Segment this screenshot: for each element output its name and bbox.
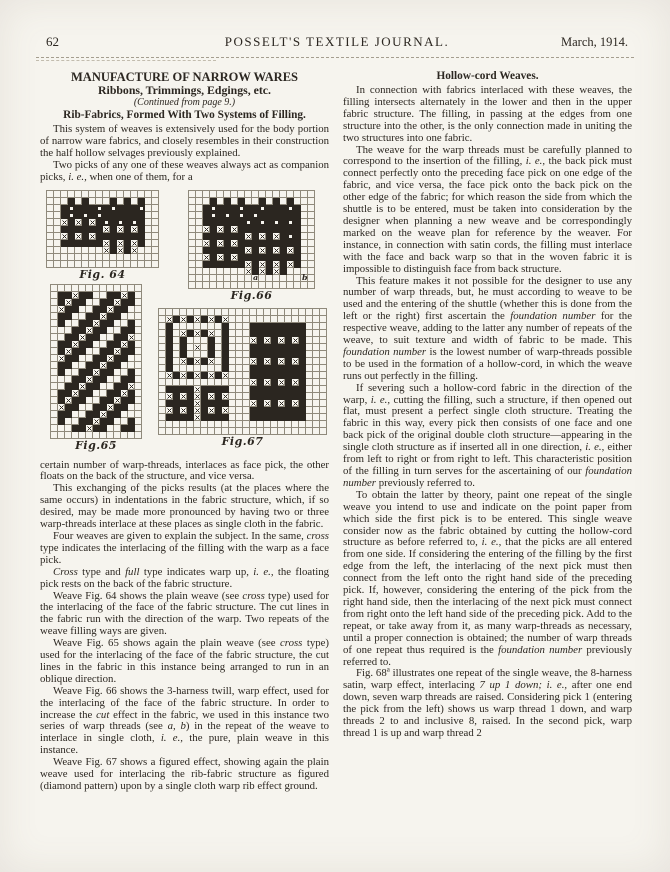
paragraph: Four weaves are given to explain the subject. In the same, cross type indicates the interlacing of the filling with the warp as a face pick. <box>40 529 329 566</box>
figure-64 <box>46 190 159 281</box>
left-column <box>40 70 329 793</box>
paragraph: Cross type and full type indicates warp up, i. e., the floating pick rests on the back of the fabric structure. <box>40 565 330 590</box>
figure-65 <box>50 284 142 452</box>
weave-diagram-fig67 <box>158 308 327 435</box>
paragraph: Fig. 68$^a$ illustrates one repeat of the single weave, the 8-harness satin, warp effect, interlacing 7 up 1 down; i. e., after one end down, seven warp threads are raised. Considering pick 1 (entering the pick from the left) shows us warp thread 1 down, and warp threads 2 to and inclusive 8, raised. In the second pick, warp thread 1 is up and warp thread 2 <box>343 665 632 739</box>
paragraph: This exchanging of the picks results (at the places where the same occurs) in indentations in the fabric structure, which, if so desired, may be made more pronounced by having two or three warp-threads interlace at these places as single cloth in the fabric. <box>40 482 329 531</box>
figure-caption: Fig.65 <box>75 438 117 452</box>
weave-diagram-fig65 <box>50 284 142 439</box>
section-heading-hollow-cord: Hollow-cord Weaves. <box>436 70 539 82</box>
article-subtitle: Ribbons, Trimmings, Edgings, etc. <box>98 83 271 97</box>
paragraph: The weave for the warp threads must be carefully planned to correspond to the insertion of the filling, i. e., the back pick must connect perfectly onto the preceding face pick on one edge of the fabric, and vice versa, the face pick onto the back pick on the other edge of the fabric; for which reason the side from which the shuttle is to be entered, must be taken into consideration by the designer when planning a new weave and be correspondingly marked on the weave plan for reference by the weaver. For instance, in connection with satin cords, the filling must interlace with the face and back warp so that in the woven fabric it is impossible to distinguish face from back structure. <box>343 143 632 275</box>
paragraph: Two picks of any one of these weaves always act as companion picks, i. e., when one of them, for a <box>40 158 329 183</box>
figure-caption: Fig. 64 <box>79 267 126 281</box>
paragraph: Weave Fig. 64 shows the plain weave (see cross type) used for the interlacing of the face of the fabric structure. The cut lines in the fabric run with the direction of the warp. Two repeats of the weave filling ways are given. <box>40 589 330 638</box>
figure-caption: Fig.66 <box>230 288 273 302</box>
weave-diagram-fig66 <box>188 190 315 289</box>
figure-67 <box>158 308 327 448</box>
header-rule <box>36 57 634 60</box>
continuation-note: (Continued from page 9.) <box>133 97 236 108</box>
paragraph: In connection with fabrics interlaced with these weaves, the filling intersects alternately in the lower and then in the upper fabric structure. The filling, in passing at the edges from one structure into the other, is the only connection made in uniting the two structures into one fabric. <box>343 84 632 144</box>
weave-figures-block <box>40 188 329 458</box>
issue-date: March, 1914. <box>561 35 628 49</box>
page-number: 62 <box>46 34 59 49</box>
section-heading-rib-fabrics: Rib-Fabrics, Formed With Two Systems of Filling. <box>63 109 306 121</box>
paragraph: This system of weaves is extensively used for the body portion of narrow ware fabrics, and closely resembles in their construction the half hollow selvages previously explained. <box>40 123 329 159</box>
paragraph: Weave Fig. 67 shows a figured effect, showing again the plain weave used for interlacing the rib-fabric structure as figured (diamond pattern) upon by a single cloth warp rib effect ground. <box>40 756 329 792</box>
paragraph: To obtain the latter by theory, paint one repeat of the single weave you intend to use and indicate on the point paper from which side the first pick is to be entered. This single weave consider now as the fabric obtained by cutting the hollow-cord structure as before referred to, i. e., that the picks are all entered from one side. If considering the entering of the filling by the first edge from the left, the interlacing of the next pick must then connect from the left onto the right hand side of the preceding pick. If, however, considering the entering of the pick from the right hand side, then the interlacing of the next pick must connect from right onto the left hand side of the preceding pick. Add to the repeat, or take away from it, as many warp-threads as necessary, until a proper connection is obtained; the number of warp threads of one repeat thus required is the foundation number previously referred to. <box>343 488 633 668</box>
paragraph: If severing such a hollow-cord fabric in the direction of the warp, i. e., cutting the filling, such a structure, if then opened out flat, must present a perfect single cloth structure. Treating the fabric in this way, every pick then consists of one face and one back pick of the original double cloth structure—appearing in the single cloth structure as if inserted all in one direction, i. e., either from left to right or from right to left. This characteristic position of the filling in turn serves for the ascertaining of our foundation number previously referred to. <box>343 381 633 489</box>
paragraph: This feature makes it not possible for the designer to use any number of warp threads, but, he must according to weave to be used and the entering of the shuttle (whether this is done from the left or the right) first ascertain the foundation number for the respective weave, adding to the latter any number of repeats of the weave, to suit texture and width of fabric to be made. This foundation number is the lowest number of warp-threads possible to be used in the formation of a hollow-cord, in which the weave runs out perfectly in the filling. <box>343 274 632 382</box>
article-title: MANUFACTURE OF NARROW WARES <box>71 70 298 84</box>
paragraph: Weave Fig. 66 shows the 3-harness twill, warp effect, used for the interlacing of the face of the fabric structure. In order to increase the cut effect in the fabric, we used in this instance two series of warp threads (see a, b) in the repeat of the weave to interlace in single cloth, i. e., the pure, plain weave in this instance. <box>40 684 330 757</box>
paragraph: certain number of warp-threads, interlaces as face pick, the other floats on the back of the structure, and vice versa. <box>40 458 329 483</box>
weave-diagram-fig64 <box>46 190 159 268</box>
page-header <box>46 34 628 52</box>
paragraph: Weave Fig. 65 shows again the plain weave (see cross type) used for the interlacing of the face of the fabric structure, the cut lines in the fabric in this instance being arranged to run in an oblique direction. <box>40 637 330 685</box>
right-column <box>343 70 632 793</box>
journal-title: POSSELT'S TEXTILE JOURNAL. <box>224 34 450 49</box>
figure-caption: Fig.67 <box>221 434 264 448</box>
figure-66 <box>188 190 315 302</box>
text-columns <box>40 70 632 793</box>
